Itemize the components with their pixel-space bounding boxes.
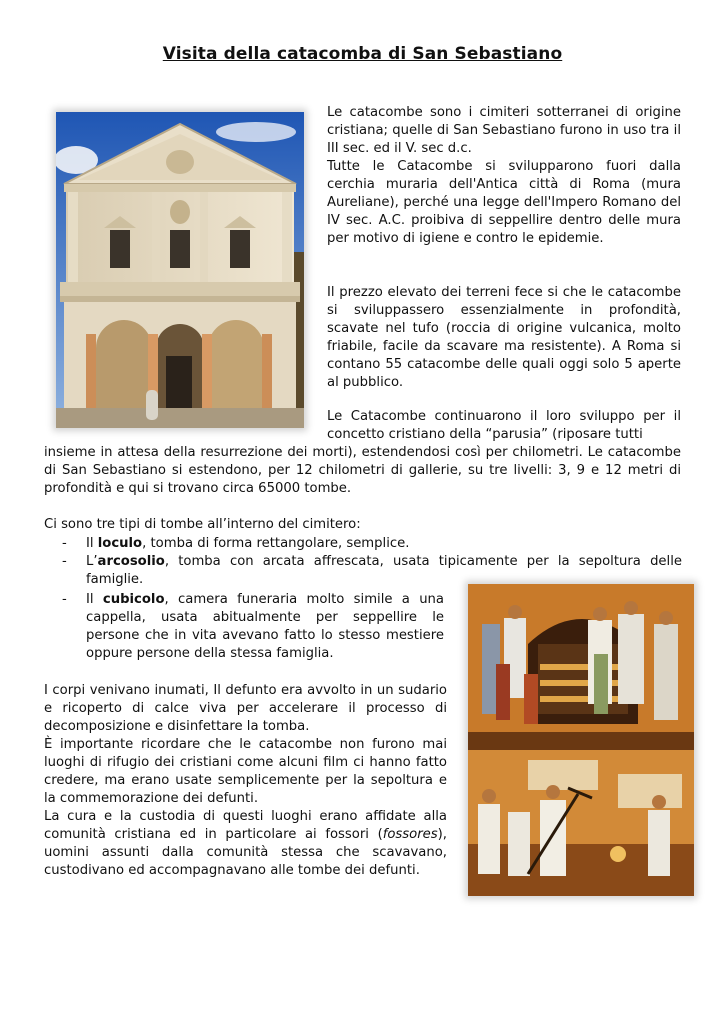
basilica-facade-photo [56,112,304,428]
fossores-fresco-illustration [468,584,694,896]
parusia-paragraph-start: Le Catacombe continuarono il loro sviluppo per il concetto cristiano della “parusia” (riposare tutti [327,409,681,442]
intro-sentence: Le catacombe sono i cimiteri sotterranei di origine cristiana; quelle di San Sebastiano furono in uso tra il III sec. ed il V. sec d.c. [327,105,681,156]
burial-paragraph: I corpi venivano inumati, Il defunto era avvolto in un sudario e ricoperto di calce viva per accelerare il processo di decomposizione e disinfettare la tomba. [44,683,447,734]
refuge-paragraph: È importante ricordare che le catacombe non furono mai luoghi di rifugio dei cristiani come alcuni film ci hanno fatto credere, ma erano usate semplicemente per la sepoltura e la commemorazione dei defunti. [44,737,447,806]
tomb-description: Il loculo, tomba di forma rettangolare, semplice. [86,536,410,551]
fossores-paragraph: La cura e la custodia di questi luoghi erano affidate alla comunità cristiana ed in particolare ai fossori (fossores), uomini assunti dalla comunità stessa che scavavano, custodivano ed accompagnavano alle tombe dei defunti. [44,809,447,878]
fossores-term: fossores [382,827,438,842]
price-paragraph: Il prezzo elevato dei terreni fece si che le catacombe si sviluppassero essenzialmente in profondità, scavate nel tufo (roccia di origine vulcanica, molto friabile, facile da scavare ma resistente). A Roma si contano 55 catacombe delle quali oggi solo 5 aperte al pubblico. [327,285,681,390]
tomb-term: arcosolio [97,554,165,569]
tomb-description: L’arcosolio, tomba con arcata affrescata, usata tipicamente per la sepoltura delle famiglie. [86,554,682,587]
walls-sentence: Tutte le Catacombe si svilupparono fuori dalla cerchia muraria dell'Antica città di Roma (mura Aureliane), perché una legge dell'Impero Romano del IV sec. A.C. proibiva di seppellire dentro delle mura per motivo di igiene e contro le epidemie. [327,159,681,246]
tombs-intro: Ci sono tre tipi di tombe all’interno del cimitero: [44,517,361,532]
tomb-term: cubicolo [102,592,165,607]
page-title: Visita della catacomba di San Sebastiano [162,44,563,64]
tomb-description: Il cubicolo, camera funeraria molto simile a una cappella, usata abitualmente per seppellire le persone che in vita avevano fatto lo stesso mestiere oppure persone della stessa famiglia. [86,592,444,661]
intro-paragraph [327,104,681,248]
list-dash: - [62,592,67,607]
list-dash: - [62,554,67,569]
parusia-paragraph-rest: insieme in attesa della resurrezione dei morti), estendendosi così per chilometri. Le catacombe di San Sebastiano si estendono, per 12 chilometri di gallerie, su tre livelli: 3, 9 e 12 metri di profondità e qui si trovano circa 65000 tombe. [44,445,681,496]
list-dash: - [62,536,67,551]
tomb-term: loculo [97,536,143,551]
